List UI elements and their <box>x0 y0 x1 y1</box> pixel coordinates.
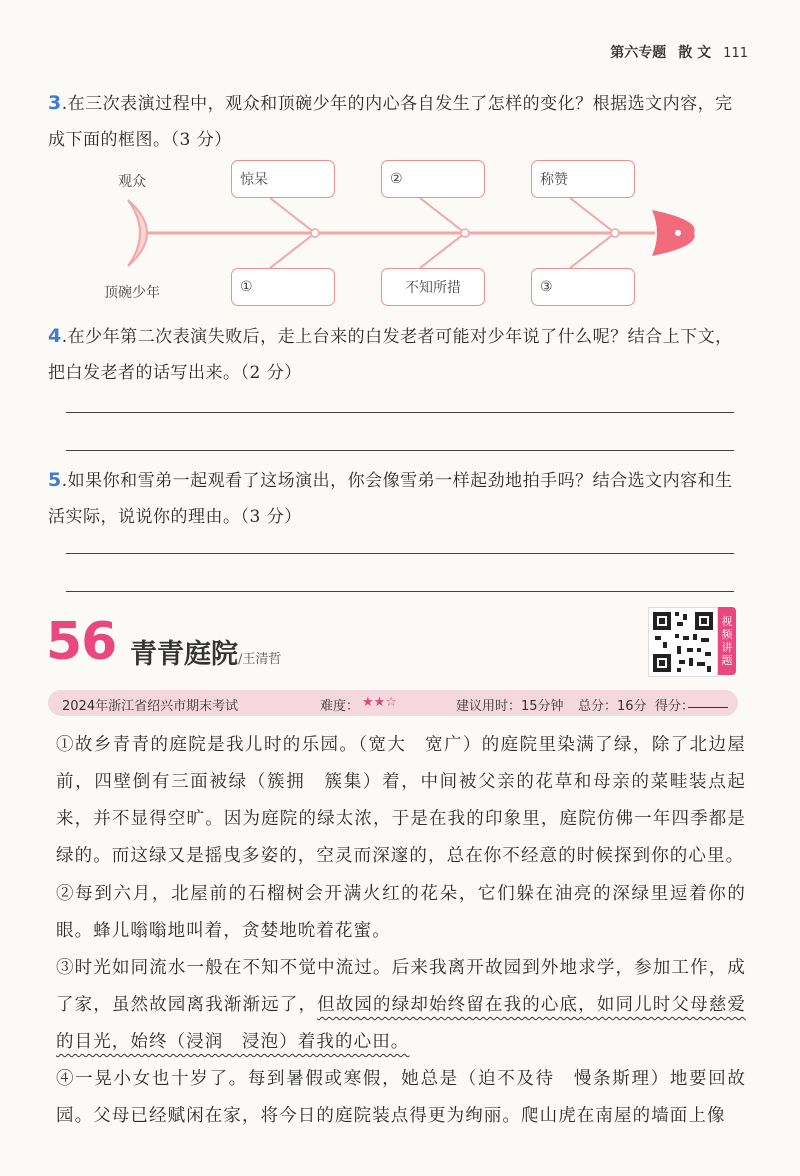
genre-title: 散 文 <box>678 45 712 61</box>
label-boy: 顶碗少年 <box>104 285 160 301</box>
tag-char: 讲 <box>721 641 733 654</box>
total-score: 总分：16分 <box>578 699 647 714</box>
box-audience-1: 惊呆 <box>231 160 335 198</box>
box-audience-2: ② <box>381 160 485 198</box>
question-text: 如果你和雪弟一起观看了这场演出，你会像雪弟一样起劲地拍手吗？结合选文内容和生活实际，说说你的理由。（3 分） <box>48 471 733 527</box>
fish-eye <box>675 230 681 236</box>
tag-char: 频 <box>721 628 733 641</box>
underlined-sentence: 但故园的绿却始终留在我的心底，如同儿时父母慈爱的目光，始终（浸润 浸泡）着我的心田。 <box>56 995 746 1052</box>
question-number: 3 <box>48 92 62 114</box>
paragraph-3-text: ③时光如同流水一般在不知不觉中流过。后来我离开故园到外地求学，参加工作，成了家，虽然故园离我渐渐远了， <box>56 958 746 1015</box>
paragraph-4: ④一晃小女也十岁了。每到暑假或寒假，她总是（迫不及待 慢条斯理）地要回故园。父母已经赋闲在家，将今日的庭院装点得更为绚丽。爬山虎在南屋的墙面上像 <box>56 1069 746 1126</box>
fish-head <box>652 210 695 256</box>
exam-info-bar <box>48 690 738 716</box>
difficulty-label: 难度： <box>320 699 360 714</box>
paragraph-3 <box>56 950 746 1061</box>
box-boy-1: ① <box>231 268 335 306</box>
page-header <box>610 42 748 62</box>
article-number: 56 <box>46 612 117 672</box>
question-5: 5.如果你和雪弟一起观看了这场演出，你会像雪弟一样起劲地拍手吗？结合选文内容和生活实际，说说你的理由。（3 分） <box>48 469 733 527</box>
score-blank[interactable] <box>688 693 728 708</box>
bone-joint <box>311 229 319 237</box>
tag-char: 题 <box>721 654 733 667</box>
qr-code-icon[interactable] <box>648 607 718 677</box>
question-3: 3.在三次表演过程中，观众和顶碗少年的内心各自发生了怎样的变化？根据选文内容，完成下面的框图。（3 分） <box>48 92 733 150</box>
article-author: /王清哲 <box>238 652 282 667</box>
answer-line[interactable] <box>66 450 734 451</box>
box-audience-3: 称赞 <box>531 160 635 198</box>
suggested-time: 建议用时：15分钟 <box>456 699 564 714</box>
paragraph-1: ①故乡青青的庭院是我儿时的乐园。（宽大 宽广）的庭院里染满了绿，除了北边屋前，四壁倒有三面被绿（簇拥 簇集）着，中间被父亲的花草和母亲的菜畦装点起来，并不显得空旷。因为庭院的绿太浓，于是在我的印象里，庭院仿佛一年四季都是绿的。而这绿又是摇曳多姿的，空灵而深邃的，总在你不经意的时候探到你的心里。 <box>56 735 746 866</box>
tag-char: 视 <box>721 615 733 628</box>
question-number: 5 <box>48 469 62 491</box>
question-text: 在三次表演过程中，观众和顶碗少年的内心各自发生了怎样的变化？根据选文内容，完成下面的框图。（3 分） <box>48 94 733 150</box>
bone-joint <box>461 229 469 237</box>
video-explanation-tag[interactable] <box>718 607 736 675</box>
difficulty-stars: ★★☆ <box>362 695 397 710</box>
question-text: 在少年第二次表演失败后，走上台来的白发老者可能对少年说了什么呢？结合上下文，把白发老者的话写出来。（2 分） <box>48 327 733 383</box>
section-title: 第六专题 <box>610 45 667 61</box>
exam-source: 2024年浙江省绍兴市期末考试 <box>62 699 239 714</box>
page-number: 111 <box>723 46 748 61</box>
article-title: 青青庭院 <box>130 639 238 670</box>
bone-joint <box>611 229 619 237</box>
question-number: 4 <box>48 325 62 347</box>
fish-tail <box>128 200 147 266</box>
answer-line[interactable] <box>66 591 734 592</box>
score-label: 得分： <box>655 699 695 714</box>
question-4: 4.在少年第二次表演失败后，走上台来的白发老者可能对少年说了什么呢？结合上下文，把白发老者的话写出来。（2 分） <box>48 325 733 383</box>
answer-line[interactable] <box>66 412 734 413</box>
box-boy-3: ③ <box>531 268 635 306</box>
label-audience: 观众 <box>118 174 146 190</box>
box-boy-2: 不知所措 <box>381 268 485 306</box>
paragraph-2: ②每到六月，北屋前的石榴树会开满火红的花朵，它们躲在油亮的深绿里逗着你的眼。蜂儿嗡嗡地叫着，贪婪地吮着花蜜。 <box>56 884 746 941</box>
answer-line[interactable] <box>66 553 734 554</box>
